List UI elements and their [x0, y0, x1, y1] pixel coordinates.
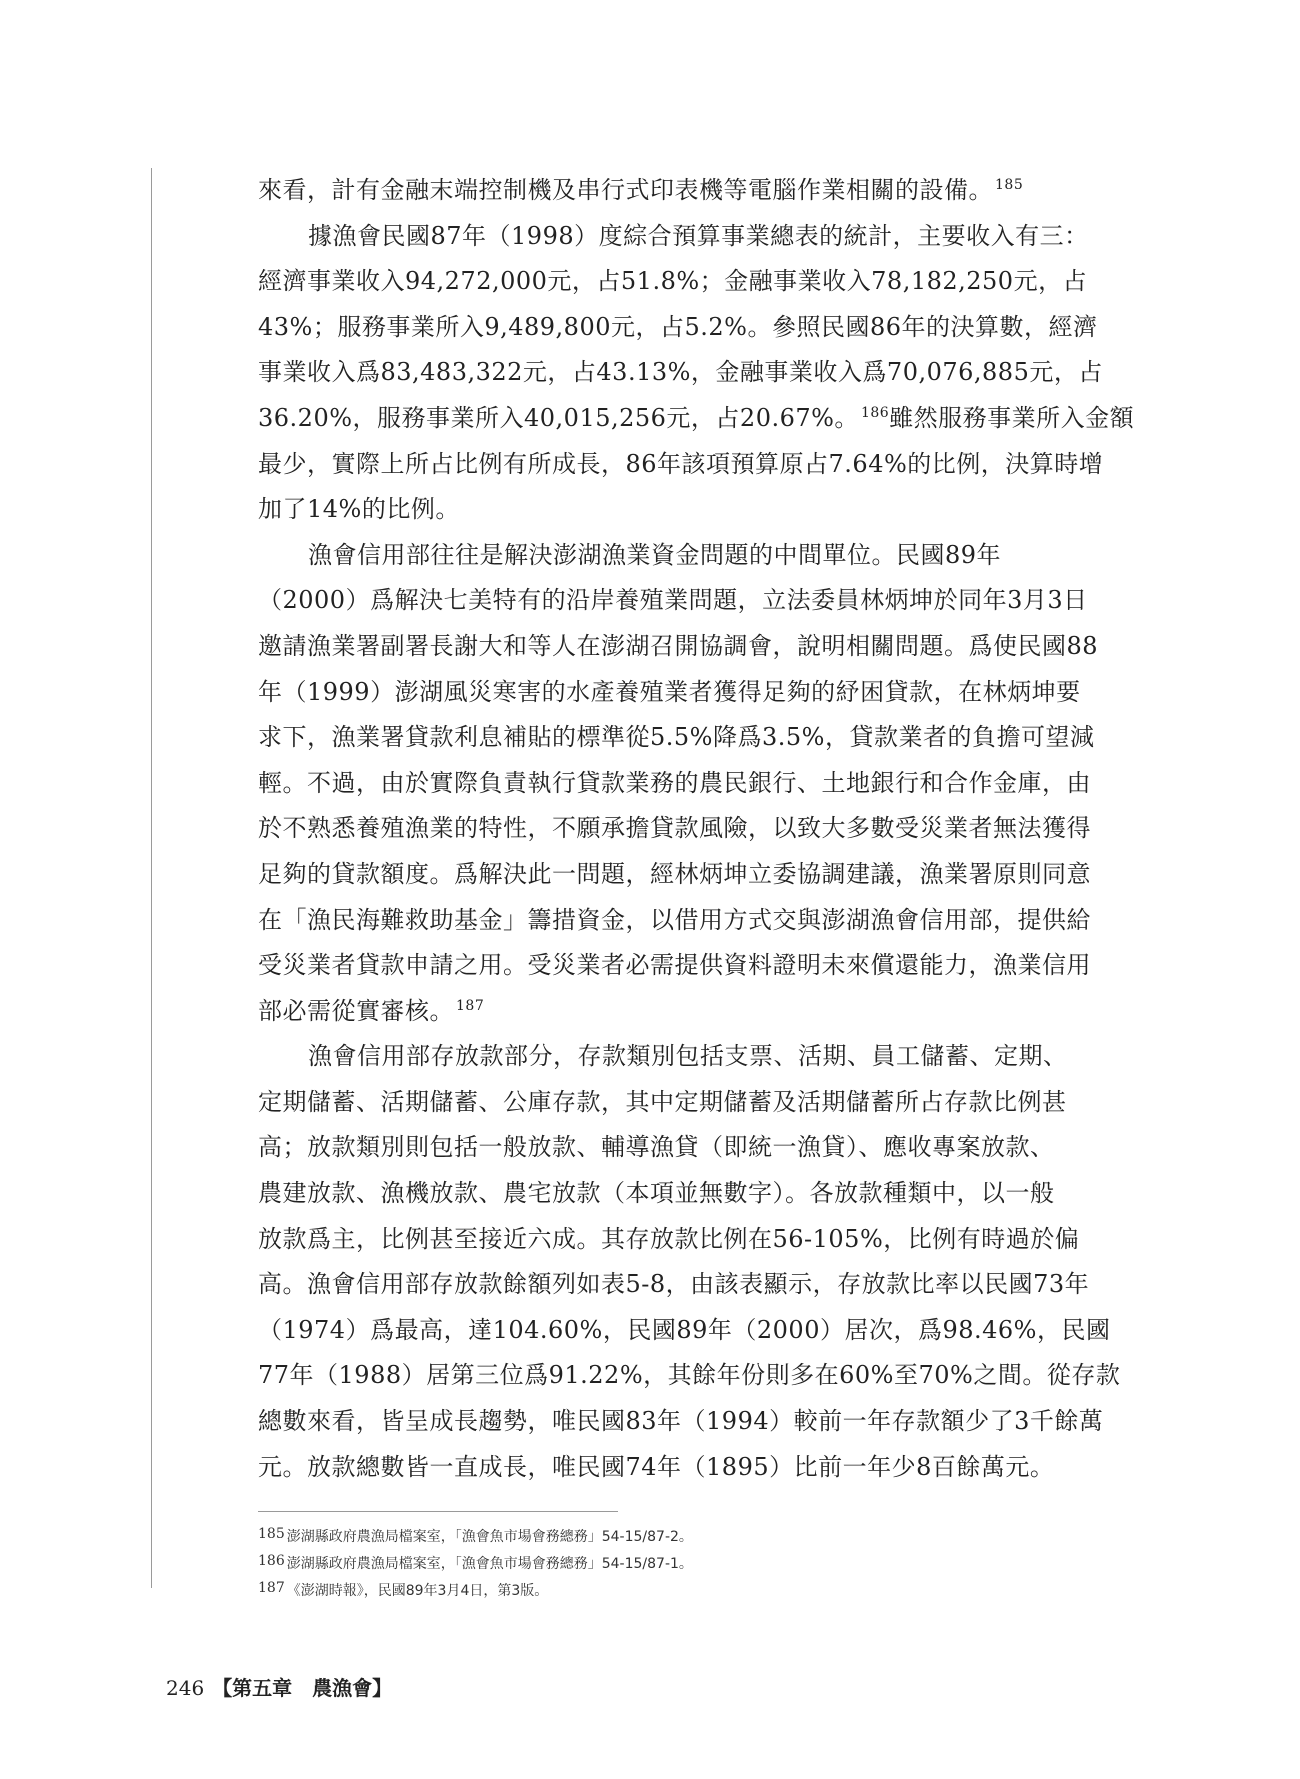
footnote-text: 澎湖縣政府農漁局檔案室，「漁會魚市場會務總務」54-15/87-2。	[286, 1529, 693, 1545]
footnote-separator	[258, 1511, 618, 1512]
paragraph-text: 漁會信用部存放款部分，存款類別包括支票、活期、員工儲蓄、定期、 定期儲蓄、活期儲蓄、公庫存款，其中定期儲蓄及活期儲蓄所占存款比例甚 高；放款類別則包括一般放款、輔導漁貸（即統一漁貸）、應收專案放款、 農建放款、漁機放款、農宅放款（本項並無數字）。各放款種類中，以一般 放款爲主，比例甚至接近六成。其存放款比例在56-105%，比例有時過於偏 高。漁會信用部存放款餘額列如表5-8，由該表顯示，存放款比率以民國73年 （1974）爲最高，達104.60%，民國89年（2000）居次，爲98.46%，民國 77年（1988）居第三位爲91.22%，其餘年份則多在60%至70%之間。從存款 總數來看，皆呈成長趨勢，唯民國83年（1994）較前一年存款額少了3千餘萬 元。放款總數皆一直成長，唯民國74年（1895）比前一年少8百餘萬元。	[258, 1042, 1121, 1481]
footnote-ref-185: 185	[995, 177, 1024, 193]
footnote-number: 187	[258, 1580, 285, 1596]
footnote-187	[258, 1576, 1138, 1603]
footnote-ref-186: 186	[860, 404, 890, 421]
footnote-185	[258, 1522, 1138, 1549]
margin-rule	[151, 168, 152, 1588]
paragraph-text: 據漁會民國87年（1998）度綜合預算事業總表的統計，主要收入有三： 經濟事業收入94,272,000元，占51.8%；金融事業收入78,182,250元，占 43%；服務事業所入9,489,800元，占5.2%。參照民國86年的決算數，經濟 事業收入爲83,483,322元，占43.13%，金融事業收入爲70,076,885元，占 36.20%，服務事業所入40,015,256元，占20.67%。	[258, 221, 1103, 432]
footnote-text: 《澎湖時報》，民國89年3月4日，第3版。	[286, 1583, 549, 1599]
main-text	[258, 168, 1138, 1490]
page-number: 246	[166, 1676, 205, 1700]
paragraph-budget	[258, 214, 1138, 533]
footnotes	[258, 1522, 1138, 1603]
paragraph-text: 漁會信用部往往是解決澎湖漁業資金問題的中間單位。民國89年 （2000）爲解決七美特有的沿岸養殖業問題，立法委員林炳坤於同年3月3日 邀請漁業署副署長謝大和等人在澎湖召開協調會，說明相關問題。爲使民國88 年（1999）澎湖風災寒害的水產養殖業者獲得足夠的紓困貸款，在林炳坤要 求下，漁業署貸款利息補貼的標準從5.5%降爲3.5%，貸款業者的負擔可望減 輕。不過，由於實際負責執行貸款業務的農民銀行、土地銀行和合作金庫，由 於不熟悉養殖漁業的特性，不願承擔貸款風險，以致大多數受災業者無法獲得 足夠的貸款額度。爲解決此一問題，經林炳坤立委協調建議，漁業署原則同意 在「漁民海難救助基金」籌措資金，以借用方式交與澎湖漁會信用部，提供給 受災業者貸款申請之用。受災業者必需提供資料證明未來償還能力，漁業信用 部必需從實審核。	[258, 540, 1099, 1025]
paragraph-deposits-loans	[258, 1034, 1138, 1490]
paragraph-continuation	[258, 168, 1138, 214]
footnote-ref-187: 187	[456, 997, 485, 1014]
page-footer	[166, 1672, 392, 1701]
chapter-label: 【第五章 農漁會】	[212, 1676, 393, 1700]
paragraph-text: 來看，計有金融末端控制機及串行式印表機等電腦作業相關的設備。	[258, 176, 993, 204]
paragraph-text-after-ref: 雖然服務事業所入金額 最少，實際上所占比例有所成長，86年該項預算原占7.64%的比例，決算時增 加了14%的比例。	[258, 403, 1135, 524]
footnote-text: 澎湖縣政府農漁局檔案室，「漁會魚市場會務總務」54-15/87-1。	[286, 1556, 693, 1572]
footnote-number: 185	[258, 1526, 285, 1542]
footnote-186	[258, 1549, 1138, 1576]
paragraph-credit-department	[258, 533, 1138, 1035]
footnote-number: 186	[258, 1553, 285, 1569]
